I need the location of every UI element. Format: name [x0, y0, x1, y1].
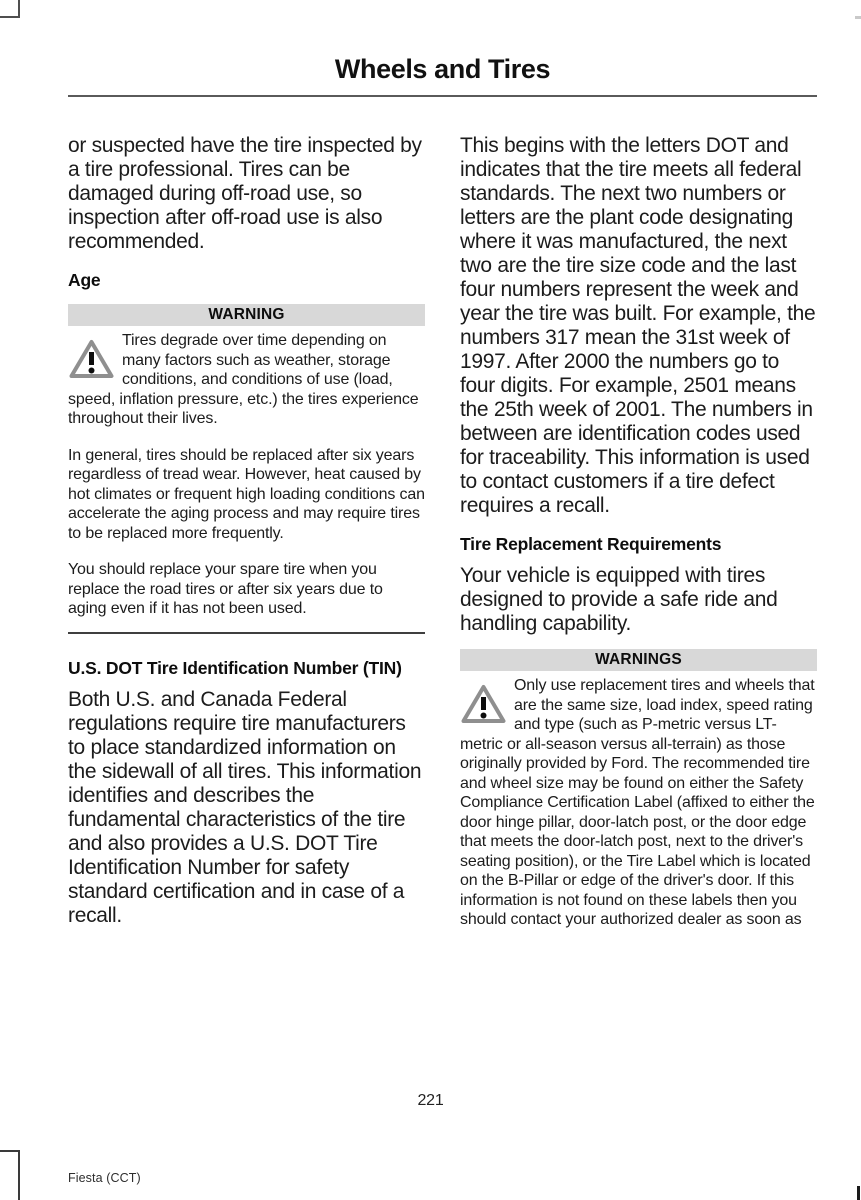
warning-paragraph: You should replace your spare tire when you replace the road tires or after six years due to aging even if it has not been used. — [68, 561, 383, 617]
title-divider — [68, 95, 817, 97]
page-number: 221 — [417, 1092, 444, 1109]
paragraph-tire-inspection: or suspected have the tire inspected by a tire professional. Tires can be damaged during off-road use, so inspection after off-road use is also recommended. — [68, 134, 422, 253]
warnings-body — [460, 676, 817, 930]
warnings-box-replacement — [460, 649, 817, 930]
section-heading-replacement: Tire Replacement Requirements — [460, 534, 722, 554]
paragraph-replacement: Your vehicle is equipped with tires designed to provide a safe ride and handling capability. — [460, 564, 778, 635]
section-heading-age: Age — [68, 270, 101, 290]
warning-paragraph: Tires degrade over time depending on many factors such as weather, storage conditions, and conditions of use (load, speed, inflation pressure, etc.) the tires experience throughout their lives. — [68, 332, 419, 427]
page-title: Wheels and Tires — [334, 54, 551, 84]
crop-mark-top-right — [855, 16, 861, 19]
two-column-text — [68, 132, 817, 930]
warning-box-age — [68, 304, 425, 634]
warning-paragraph: In general, tires should be replaced after six years regardless of tread wear. However, heat caused by hot climates or frequent high loading conditions can accelerate the aging process and may require tires to be replaced more frequently. — [68, 446, 425, 542]
footer-model-label: Fiesta (CCT) — [68, 1171, 141, 1185]
warnings-header: WARNINGS — [460, 649, 817, 671]
right-column — [460, 132, 817, 930]
warning-triangle-icon — [68, 338, 115, 380]
section-heading-tin: U.S. DOT Tire Identification Number (TIN) — [68, 657, 402, 678]
crop-mark-bottom-left — [0, 1150, 20, 1200]
warning-paragraph: Only use replacement tires and wheels that are the same size, load index, speed rating and type (such as P-metric versus LT-metric or all-season versus all-terrain) as those originally provided by Ford. The recommended tire and wheel size may be found on either the Safety Compliance Certification Label (affixed to either the door hinge pillar, door-latch post, or the door edge that meets the door-latch post, next to the driver's seating position), or the Tire Label which is located on the B-Pillar or edge of the driver's door. If this information is not found on these labels then you should contact your authorized dealer as soon as — [460, 677, 815, 928]
paragraph-tin: Both U.S. and Canada Federal regulations require tire manufacturers to place standardized information on the sidewall of all tires. This information identifies and describes the fundamental characteristics of the tire and also provides a U.S. DOT Tire Identification Number for safety standard certification and in case of a recall. — [68, 687, 422, 927]
warning-header: WARNING — [68, 304, 425, 326]
left-column — [68, 132, 425, 930]
warning-body — [68, 331, 425, 619]
paragraph-dot-code: This begins with the letters DOT and indicates that the tire meets all federal standards. The next two numbers or letters are the plant code designating where it was manufactured, the next two are the tire size code and the last four numbers represent the week and year the tire was built. For example, the numbers 317 mean the 31st week of 1997. After 2000 the numbers go to four digits. For example, 2501 means the 25th week of 2001. The numbers in between are identification codes used for traceability. This information is used to contact customers if a tire defect requires a recall. — [460, 134, 816, 517]
crop-mark-bottom-right — [857, 1186, 860, 1200]
warning-end-divider — [68, 632, 425, 634]
crop-mark-top-left — [0, 0, 20, 18]
warning-triangle-icon — [460, 683, 507, 725]
